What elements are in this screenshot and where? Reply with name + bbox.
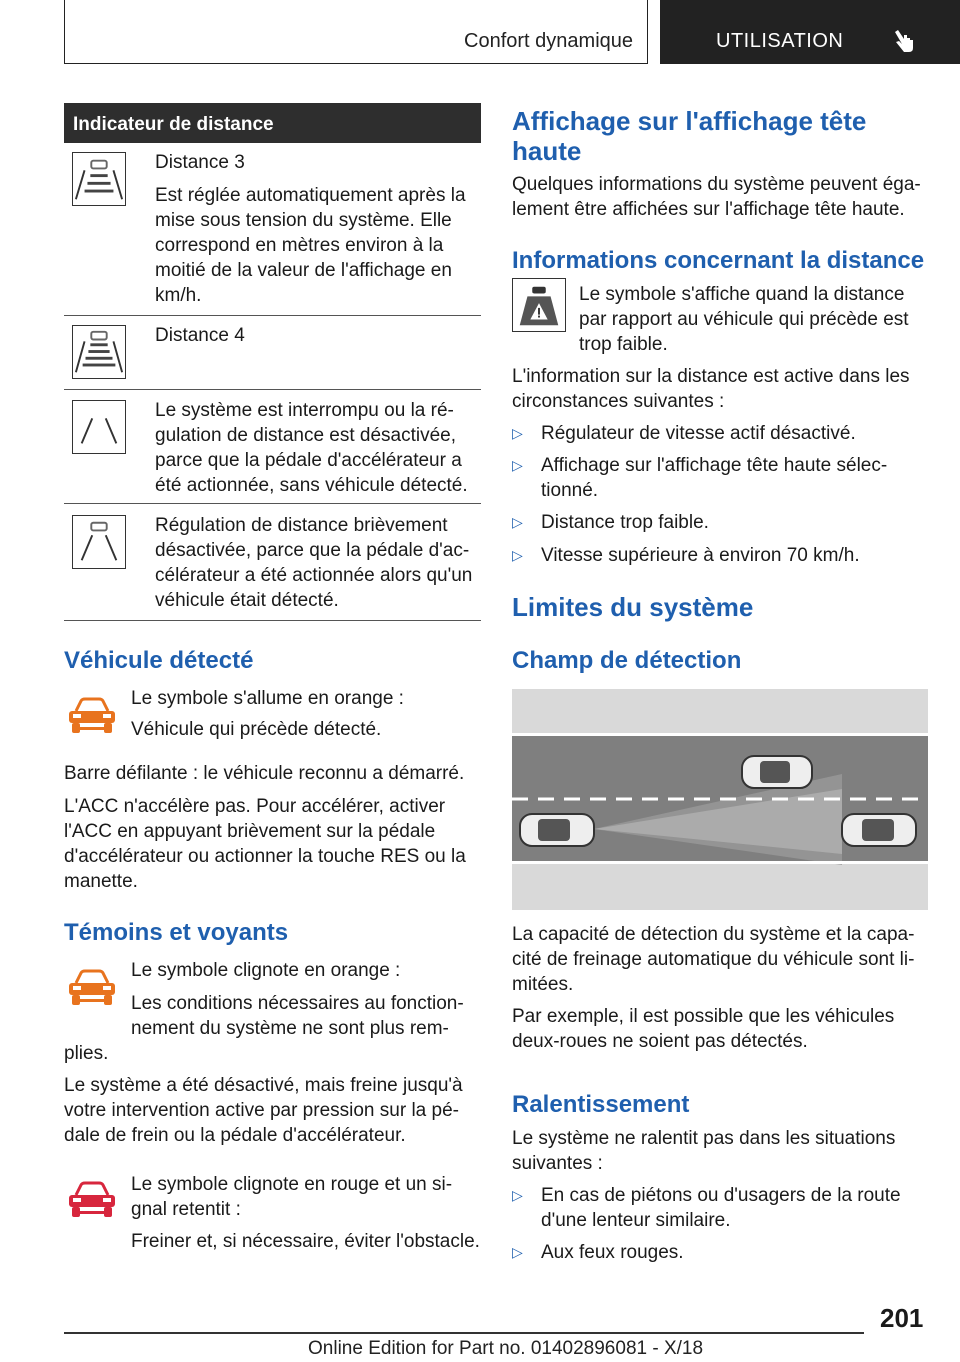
section-title-distance-info: Informations concernant la distance xyxy=(512,247,925,274)
vehicle-detected-text: Véhicule qui précède détecté. xyxy=(131,719,382,740)
conditions-text-line3: plies. xyxy=(64,1043,109,1064)
system-deactivated-text: Le système a été désactivé, mais freine jusqu'à votre intervention active par pression sur la pé‐dale de frein ou la pédale d'accélérateur. xyxy=(64,1075,463,1146)
vehicle-orange-icon xyxy=(66,697,118,737)
row-description: Régulation de distance brièvement désactivée, parce que la pédale d'ac‐célérateur a été actionnée alors qu'un véhicule était détecté. xyxy=(155,515,473,611)
triangle-bullet-icon: ▷ xyxy=(512,1244,523,1260)
distance-symbol-text: Le symbole s'affiche quand la distance par rapport au véhicule qui précède est trop faible. xyxy=(579,284,909,355)
distance-4-bars-icon xyxy=(72,325,126,379)
section-title-ralentissement: Ralentissement xyxy=(512,1091,690,1118)
header-chapter-title: UTILISATION xyxy=(716,30,844,52)
car-top-icon xyxy=(842,814,916,846)
hud-intro-text: Quelques informations du système peuvent éga‐lement être affichées sur l'affichage tête haute. xyxy=(512,174,921,220)
conditions-text-line1: Les conditions nécessaires au fonction‐ xyxy=(131,993,464,1014)
section-title-temoins: Témoins et voyants xyxy=(64,919,289,946)
distance-warning-icon xyxy=(512,278,566,332)
vehicle-red-icon xyxy=(66,1181,118,1221)
footer-edition: Online Edition for Part no. 01402896081 - X/18 xyxy=(308,1338,704,1359)
pointing-hand-icon xyxy=(892,26,920,54)
triangle-bullet-icon: ▷ xyxy=(512,1187,523,1203)
lanes-no-vehicle-icon xyxy=(72,400,126,454)
row-label: Distance 4 xyxy=(155,325,245,346)
header-section-box xyxy=(64,0,648,64)
section-title-limites: Limites du système xyxy=(512,592,754,622)
orange-symbol-text: Le symbole s'allume en orange : xyxy=(131,688,404,709)
footer-rule xyxy=(64,1332,864,1334)
blinking-orange-text: Le symbole clignote en orange : xyxy=(131,960,401,981)
divider xyxy=(64,389,481,390)
triangle-bullet-icon: ▷ xyxy=(512,514,523,530)
blinking-red-text: Le symbole clignote en rouge et un si‐gnal retentit : xyxy=(131,1174,453,1220)
distance-3-bars-icon xyxy=(72,152,126,206)
row-label: Distance 3 xyxy=(155,152,245,173)
divider xyxy=(64,315,481,316)
row-text xyxy=(155,323,481,356)
lanes-vehicle-icon xyxy=(72,515,126,569)
vehicle-orange-icon xyxy=(66,969,118,1009)
triangle-bullet-icon: ▷ xyxy=(512,457,523,473)
header-section-title: Confort dynamique xyxy=(464,30,633,52)
row-description: Est réglée automatiquement après la mise sous tension du système. Elle correspond en mètres environ à la moitié de la valeur de l'affichage en km/h. xyxy=(155,185,466,306)
divider xyxy=(64,620,481,621)
car-top-icon xyxy=(520,814,594,846)
brake-instruction-text: Freiner et, si nécessaire, éviter l'obstacle. xyxy=(131,1231,480,1252)
row-text xyxy=(155,513,481,621)
detection-capacity-text: La capacité de détection du système et la capa‐cité de freinage automatique du véhicule sont li‐mitées. xyxy=(512,924,915,995)
row-text xyxy=(155,150,481,316)
triangle-bullet-icon: ▷ xyxy=(512,425,523,441)
detection-range-illustration xyxy=(512,689,928,910)
table-header: Indicateur de distance xyxy=(64,103,481,143)
conditions-text-line2: nement du système ne sont plus rem‐ xyxy=(131,1018,449,1039)
row-text xyxy=(155,398,481,506)
page-number: 201 xyxy=(880,1303,924,1333)
distance-info-intro: L'information sur la distance est active dans les circonstances suivantes : xyxy=(512,366,910,412)
car-top-icon xyxy=(742,756,812,788)
list-item: ▷ En cas de piétons ou d'usagers de la route d'une lenteur similaire. xyxy=(512,1185,901,1231)
scrolling-bar-text: Barre défilante : le véhicule reconnu a démarré. xyxy=(64,763,465,784)
list-item: ▷ Affichage sur l'affichage tête haute sélec‐tionné. xyxy=(512,455,888,501)
two-wheelers-text: Par exemple, il est possible que les véhicules deux-roues ne soient pas détectés. xyxy=(512,1006,895,1052)
section-title-hud: Affichage sur l'affichage tête haute xyxy=(512,106,867,166)
row-description: Le système est interrompu ou la ré‐gulation de distance est désactivée, parce que la pédale d'accélérateur a été actionnée, sans véhicule détecté. xyxy=(155,400,468,496)
slowdown-intro: Le système ne ralentit pas dans les situations suivantes : xyxy=(512,1128,896,1174)
acc-text: L'ACC n'accélère pas. Pour accélérer, activer l'ACC en appuyant brièvement sur la pédale d'accélérateur ou actionner la touche RES ou la manette. xyxy=(64,796,466,892)
divider xyxy=(64,503,481,504)
section-title-champ: Champ de détection xyxy=(512,647,742,674)
header-chapter-box xyxy=(660,0,960,64)
triangle-bullet-icon: ▷ xyxy=(512,547,523,563)
section-title-vehicule-detecte: Véhicule détecté xyxy=(64,647,254,674)
